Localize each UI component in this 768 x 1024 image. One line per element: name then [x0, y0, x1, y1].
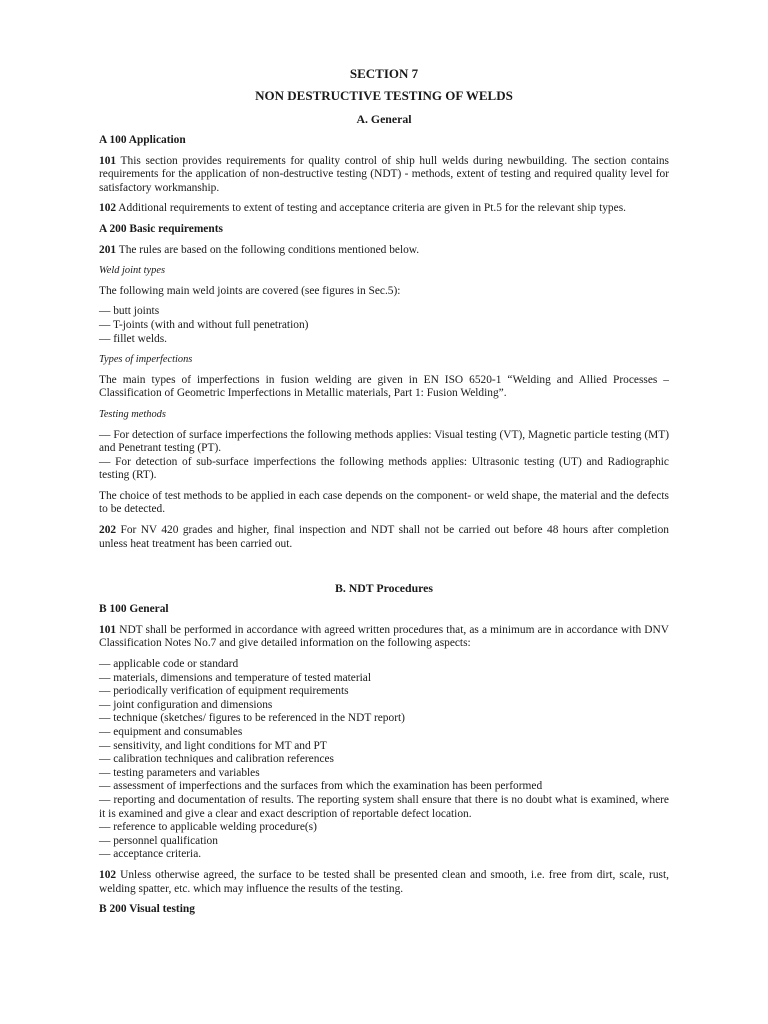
section-subtitle: NON DESTRUCTIVE TESTING OF WELDS [255, 88, 513, 103]
paragraph-text: Unless otherwise agreed, the surface to be tested shall be presented clean and smooth, i.e. free from dirt, scale, rust, welding spatter, etc. which may influence the results of the testing. [99, 868, 669, 895]
paragraph-number: 101 [99, 154, 117, 167]
a100-paragraph-102 [99, 202, 669, 216]
list-item: — acceptance criteria. [99, 848, 202, 861]
choice-text: The choice of test methods to be applied in each case depends on the component- or weld shape, the material and the defects to be detected. [99, 489, 669, 516]
list-item: — reporting and documentation of results. The reporting system shall ensure that there is no doubt what is examined, where it is examined and give a clear and exact description of reportable defect location. [99, 793, 669, 820]
list-item: — butt joints [99, 305, 160, 318]
part-a-heading: A. General [356, 112, 412, 126]
list-item: — applicable code or standard [99, 658, 239, 671]
paragraph-text: For NV 420 grades and higher, final inspection and NDT shall not be carried out before 48 hours after completion unless heat treatment has been carried out. [99, 524, 669, 550]
list-item: — technique (sketches/ figures to be referenced in the NDT report) [99, 712, 405, 725]
testing-methods-list [99, 429, 669, 483]
testing-methods-heading: Testing methods [99, 408, 166, 420]
paragraph-number: 201 [99, 243, 117, 256]
weld-joint-types-heading: Weld joint types [99, 265, 165, 277]
list-item: — materials, dimensions and temperature of tested material [99, 671, 372, 684]
list-item: — fillet welds. [99, 332, 168, 345]
imperfections-heading: Types of imperfections [99, 354, 193, 366]
list-item: — equipment and consumables [99, 726, 243, 738]
a200-paragraph-201 [99, 244, 669, 258]
list-item: — For detection of surface imperfections the following methods applies: Visual testing (VT), Magnetic particle testing (MT) and Penetrant testing (PT). [99, 428, 669, 455]
weld-joint-intro: The following main weld joints are covered (see figures in Sec.5): [99, 284, 401, 297]
b200-heading: B 200 Visual testing [99, 903, 195, 916]
paragraph-text: NDT shall be performed in accordance with agreed written procedures that, as a minimum are in accordance with DNV Classification Notes No.7 and give detailed information on the following aspects: [99, 623, 669, 650]
paragraph-text: This section provides requirements for quality control of ship hull welds during newbuilding. The section contains requirements for the application of non-destructive testing (NDT) - methods, extent of testing and required quality level for satisfactory workmanship. [99, 154, 669, 194]
list-item: — joint configuration and dimensions [99, 698, 273, 711]
part-b-heading: B. NDT Procedures [335, 581, 433, 596]
list-item: — personnel qualification [99, 834, 218, 847]
ndt-aspects-list [99, 658, 669, 862]
a200-heading: A 200 Basic requirements [99, 222, 223, 235]
list-item: — periodically verification of equipment requirements [99, 685, 349, 698]
list-item: — T-joints (with and without full penetration) [99, 318, 309, 331]
imperfections-text: The main types of imperfections in fusion welding are given in EN ISO 6520-1 “Welding and Allied Processes – Classification of Geometric Imperfections in Metallic materials, Part 1: Fusion Welding”. [99, 373, 669, 400]
paragraph-number: 202 [99, 524, 117, 537]
list-item: — sensitivity, and light conditions for MT and PT [99, 739, 327, 752]
b100-heading: B 100 General [99, 603, 169, 616]
paragraph-text: Additional requirements to extent of testing and acceptance criteria are given in Pt.5 for the relevant ship types. [116, 202, 626, 215]
paragraph-number: 102 [99, 202, 117, 215]
b100-paragraph-101 [99, 624, 669, 651]
b100-paragraph-102 [99, 869, 669, 896]
list-item: — calibration techniques and calibration references [99, 753, 334, 766]
a100-heading: A 100 Application [99, 134, 186, 146]
list-item: — assessment of imperfections and the surfaces from which the examination has been performed [99, 780, 543, 793]
paragraph-number: 102 [99, 868, 117, 881]
list-item: — For detection of sub-surface imperfections the following methods applies: Ultrasonic testing (UT) and Radiographic testing (RT). [99, 455, 669, 482]
a100-paragraph-101 [99, 155, 669, 196]
weld-joints-list [99, 305, 669, 346]
a200-paragraph-202 [99, 524, 669, 551]
paragraph-number: 101 [99, 623, 117, 636]
paragraph-text: The rules are based on the following conditions mentioned below. [116, 243, 420, 256]
list-item: — testing parameters and variables [99, 766, 260, 779]
list-item: — reference to applicable welding procedure(s) [99, 821, 317, 834]
section-title: SECTION 7 [349, 66, 419, 81]
